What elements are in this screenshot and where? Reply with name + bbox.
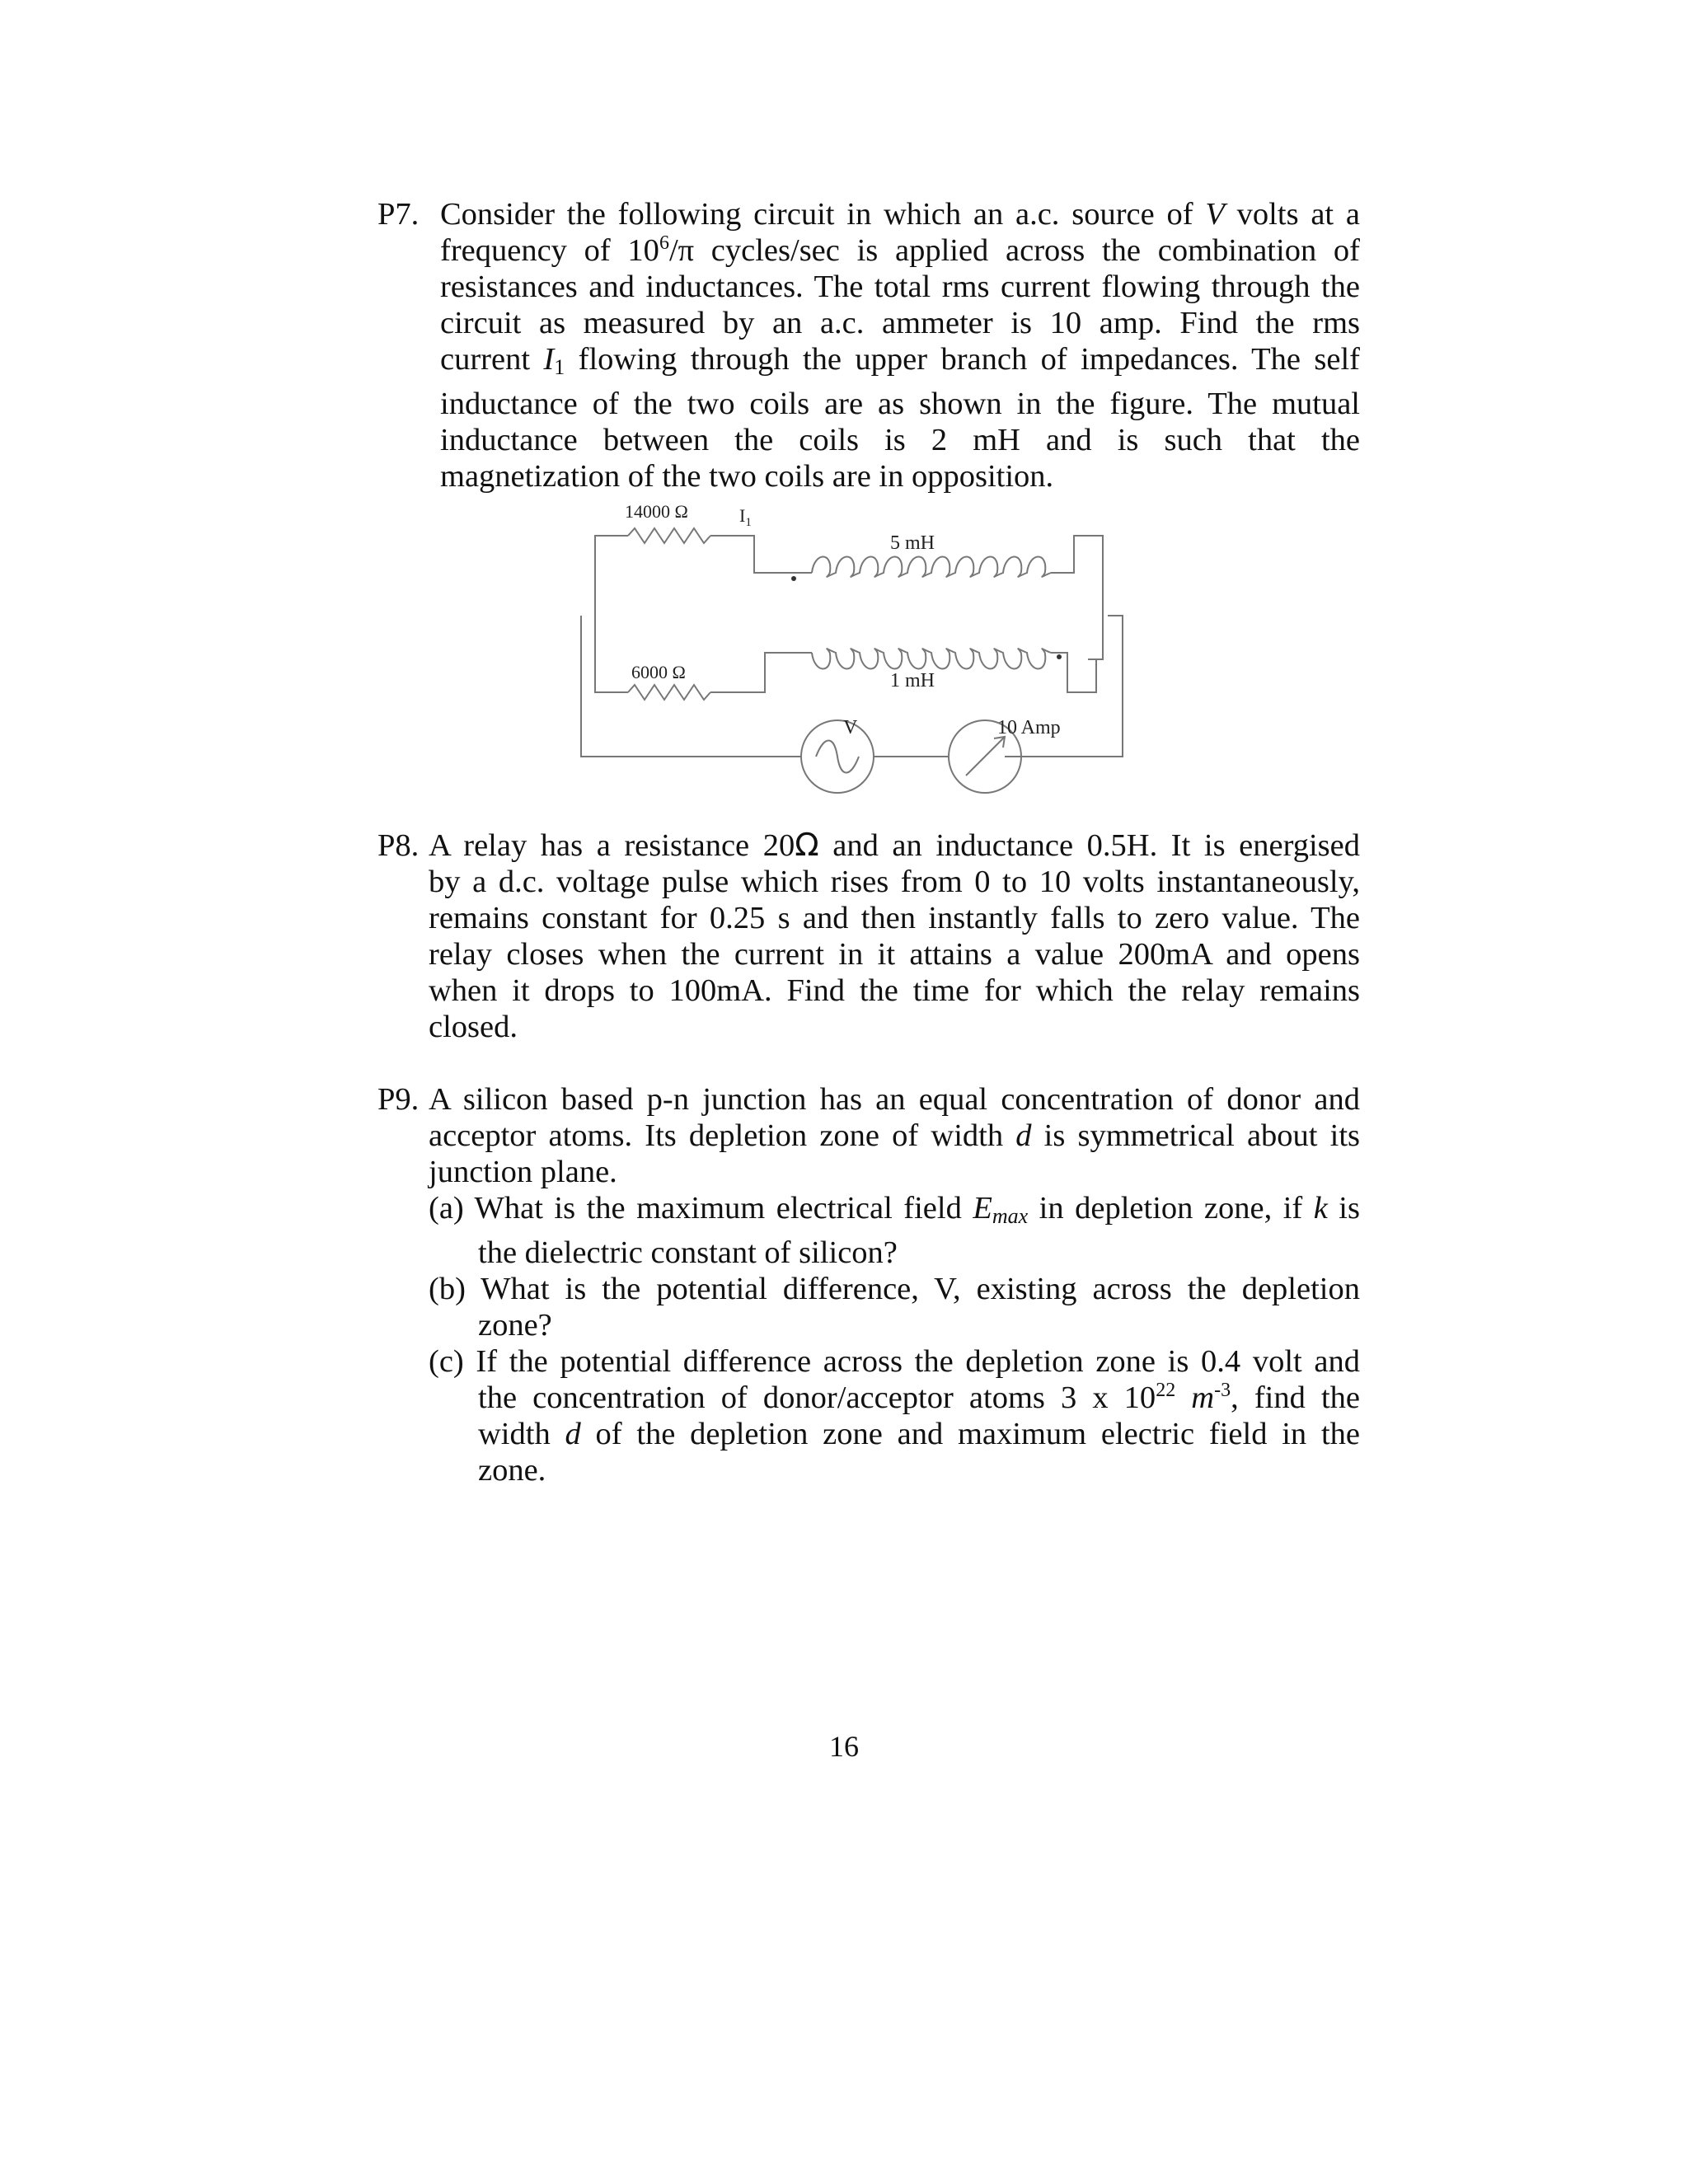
ammeter-label: 10 Amp [997,717,1061,738]
problem-p9 [377,1081,1360,1488]
text-line: when it drops to 100mA. Find the time for which the relay remains [429,973,1360,1008]
problem-p7 [377,196,1360,494]
ac-source-icon [801,720,874,793]
text-line: (c) If the potential difference across the depletion zone is 0.4 volt and [429,1344,1360,1379]
text-line: A relay has a resistance 20Ω and an inductance 0.5H. It is energised [429,827,1360,864]
text-line: inductance of the two coils are as shown in the figure. The mutual [440,387,1360,421]
text-line: A silicon based p-n junction has an equal concentration of donor and [429,1082,1360,1117]
ammeter-needle-icon [966,738,1004,776]
text-line: zone? [478,1308,552,1343]
text-line: the dielectric constant of silicon? [478,1235,898,1270]
sine-wave-icon [816,741,859,773]
text-line: relay closes when the current in it attains a value 200mA and opens [429,937,1360,972]
dot-marker-bottom [1057,654,1062,659]
circuit-inner-left [595,536,628,616]
arrow-head-icon [994,737,1005,748]
text-line: (b) What is the potential difference, V, existing across the depletion [429,1272,1360,1306]
problem-p8 [377,827,1360,1045]
circuit-outer-wire-right [1005,616,1123,757]
sub-question-a [429,1190,1360,1271]
problem-label: P8. [377,828,420,863]
text-line: the concentration of donor/acceptor atoms 3 x $10^{22}$ $m^{-3}$, find the [478,1380,1360,1415]
problem-label: P9. [377,1082,420,1117]
text-line: current I1 flowing through the upper branch of impedances. The self [440,342,1360,379]
text-line: remains constant for 0.25 s and then instantly falls to zero value. The [429,901,1360,935]
text-line: zone. [478,1453,546,1488]
source-v-label: V [843,717,858,738]
circuit-inner-left-bottom [595,616,628,692]
sub-question-b [429,1271,1360,1343]
text-line: inductance between the coils is 2 mH and is such that the [440,423,1360,457]
upper-branch-wire [710,536,812,573]
sub-question-c [429,1343,1360,1488]
ohm-symbol: Ω [795,827,819,864]
resistor-6000-label: 6000 Ω [631,662,686,682]
text-line: by a d.c. voltage pulse which rises from 0 to 10 volts instantaneously, [429,865,1360,899]
text-line: Consider the following circuit in which an a.c. source of V volts at a [440,197,1361,232]
resistor-14000 [628,528,710,543]
inductor-1mh-label: 1 mH [890,670,935,691]
text-line: magnetization of the two coils are in opposition. [440,459,1054,494]
inductor-1mh-coil [812,649,1051,668]
text-line: junction plane. [429,1155,617,1189]
text-line: resistances and inductances. The total rms current flowing through the [440,269,1360,304]
current-i1-label: $I_1$ [739,505,752,529]
page-number: 16 [829,1730,859,1763]
text-line: acceptor atoms. Its depletion zone of width d is symmetrical about its [429,1118,1361,1153]
text-line: width d of the depletion zone and maximum electric field in the [478,1417,1360,1451]
resistor-6000 [628,685,710,700]
text-line: closed. [429,1010,518,1044]
text-line: circuit as measured by an a.c. ammeter is 10 amp. Find the rms [440,306,1360,340]
resistor-14000-label: 14000 Ω [625,501,688,522]
lower-branch-wire-right [1051,653,1096,692]
dot-marker-top [791,576,796,581]
circuit-outer-wire [581,616,801,757]
inductor-5mh-coil [812,557,1051,577]
lower-branch-wire [710,653,812,692]
text-line: (a) What is the maximum electrical field Emax in depletion zone, if k is [429,1191,1360,1228]
text-line: frequency of $10^6/\pi$ cycles/sec is applied across the combination of [440,232,1360,268]
problem-label: P7. [377,197,420,232]
upper-branch-wire-right [1051,536,1103,659]
ammeter-icon [949,720,1021,793]
inductor-5mh-label: 5 mH [890,532,935,554]
